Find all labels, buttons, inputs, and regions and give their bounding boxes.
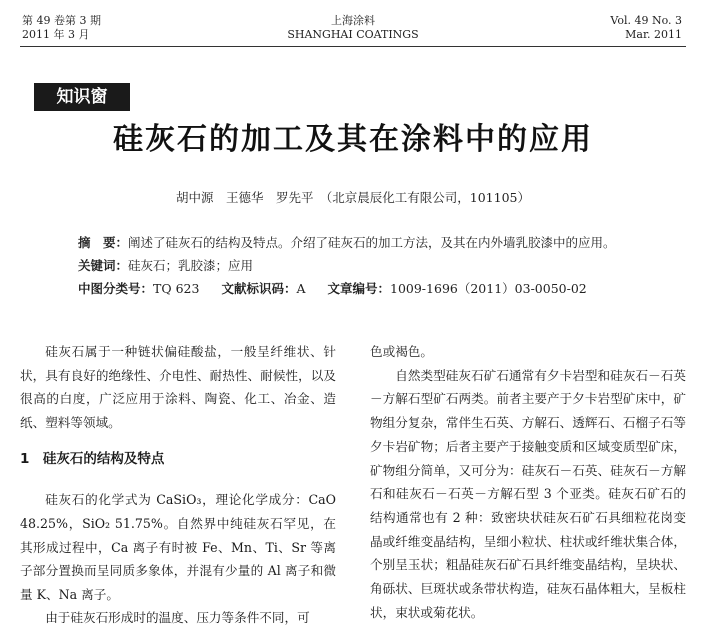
cls-value: TQ 623: [153, 281, 200, 296]
classification-line: [78, 281, 587, 297]
doc-code-label: 文献标识码：: [221, 281, 297, 296]
cls-label: 中图分类号：: [78, 281, 154, 296]
journal-name-en: SHANGHAI COATINGS: [287, 28, 419, 41]
volume-issue-cn: 第 49 卷第 3 期: [22, 14, 101, 27]
continued-text: 色或褐色。: [370, 344, 433, 359]
article-no-label: 文章编号：: [327, 281, 390, 296]
intro-paragraph: 硅灰石属于一种链状偏硅酸盐，一般呈纤维状、针状，具有良好的绝缘性、介电性、耐热性、耐候性，以及很高的白度，广泛应用于涂料、陶瓷、化工、冶金、造纸、塑料等领域。: [20, 344, 336, 430]
abstract: [78, 235, 616, 251]
keywords-label: 关键词：: [78, 258, 129, 273]
body-paragraph-continued: 由于硅灰石形成时的温度、压力等条件不同，可: [45, 610, 310, 626]
body-paragraph: 自然类型硅灰石矿石通常有夕卡岩型和硅灰石－石英－方解石型矿石两类。前者主要产于夕卡岩型矿床中，矿物组分复杂，常伴生石英、方解石、透辉石、石榴子石等夕卡岩矿物；后者主要产于接触变质和区域变质型矿床，矿物组分简单，又可分为：硅灰石－石英、硅灰石－方解石和硅灰石－石英－方解石型 3 个亚类。硅灰石矿石的结构通常也有 2 种：致密块状硅灰石矿石具细粒花岗变晶或纤维变晶结构，呈细小粒状、柱状或纤维状集合体，个别呈玉状；粗晶硅灰石矿石具纤维变晶结构，呈块状、角砾状、巨斑状或条带状构造，硅灰石晶体粗大，呈板柱状，束状或菊花状。: [370, 367, 686, 620]
left-column: [20, 340, 336, 630]
date-en: Mar. 2011: [625, 28, 682, 41]
keywords-text: 硅灰石；乳胶漆；应用: [128, 258, 254, 273]
date-cn: 2011 年 3 月: [22, 28, 90, 41]
volume-issue-en: Vol. 49 No. 3: [610, 14, 682, 27]
doc-code-value: A: [296, 281, 306, 296]
journal-name-cn: 上海涂料: [331, 14, 375, 27]
journal-volume-issue-en: [610, 14, 682, 42]
article-no-value: 1009-1696（2011）03-0050-02: [390, 281, 587, 296]
body-paragraph: 硅灰石的化学式为 CaSiO₃，理论化学成分：CaO 48.25%，SiO₂ 51.75%。自然界中纯硅灰石罕见，在其形成过程中，Ca 离子有时被 Fe、Mn、Ti、Sr 等离子部分置换而呈同质多象体，并混有少量的 Al 离子和微量 K、Na 离子。: [20, 492, 336, 602]
column-badge: 知识窗: [34, 83, 130, 111]
journal-name: [0, 14, 706, 42]
authors-affiliation: 胡中源 王德华 罗先平 （北京晨辰化工有限公司，101105）: [176, 190, 530, 205]
right-column: [370, 340, 686, 624]
keywords: [78, 258, 253, 274]
header-rule: [20, 46, 686, 47]
section-heading-1: 1 硅灰石的结构及特点: [20, 451, 165, 468]
article-title: 硅灰石的加工及其在涂料中的应用: [113, 122, 593, 157]
abstract-text: 阐述了硅灰石的结构及特点。介绍了硅灰石的加工方法，及其在内外墙乳胶漆中的应用。: [128, 235, 616, 250]
abstract-label: 摘 要：: [78, 235, 129, 250]
